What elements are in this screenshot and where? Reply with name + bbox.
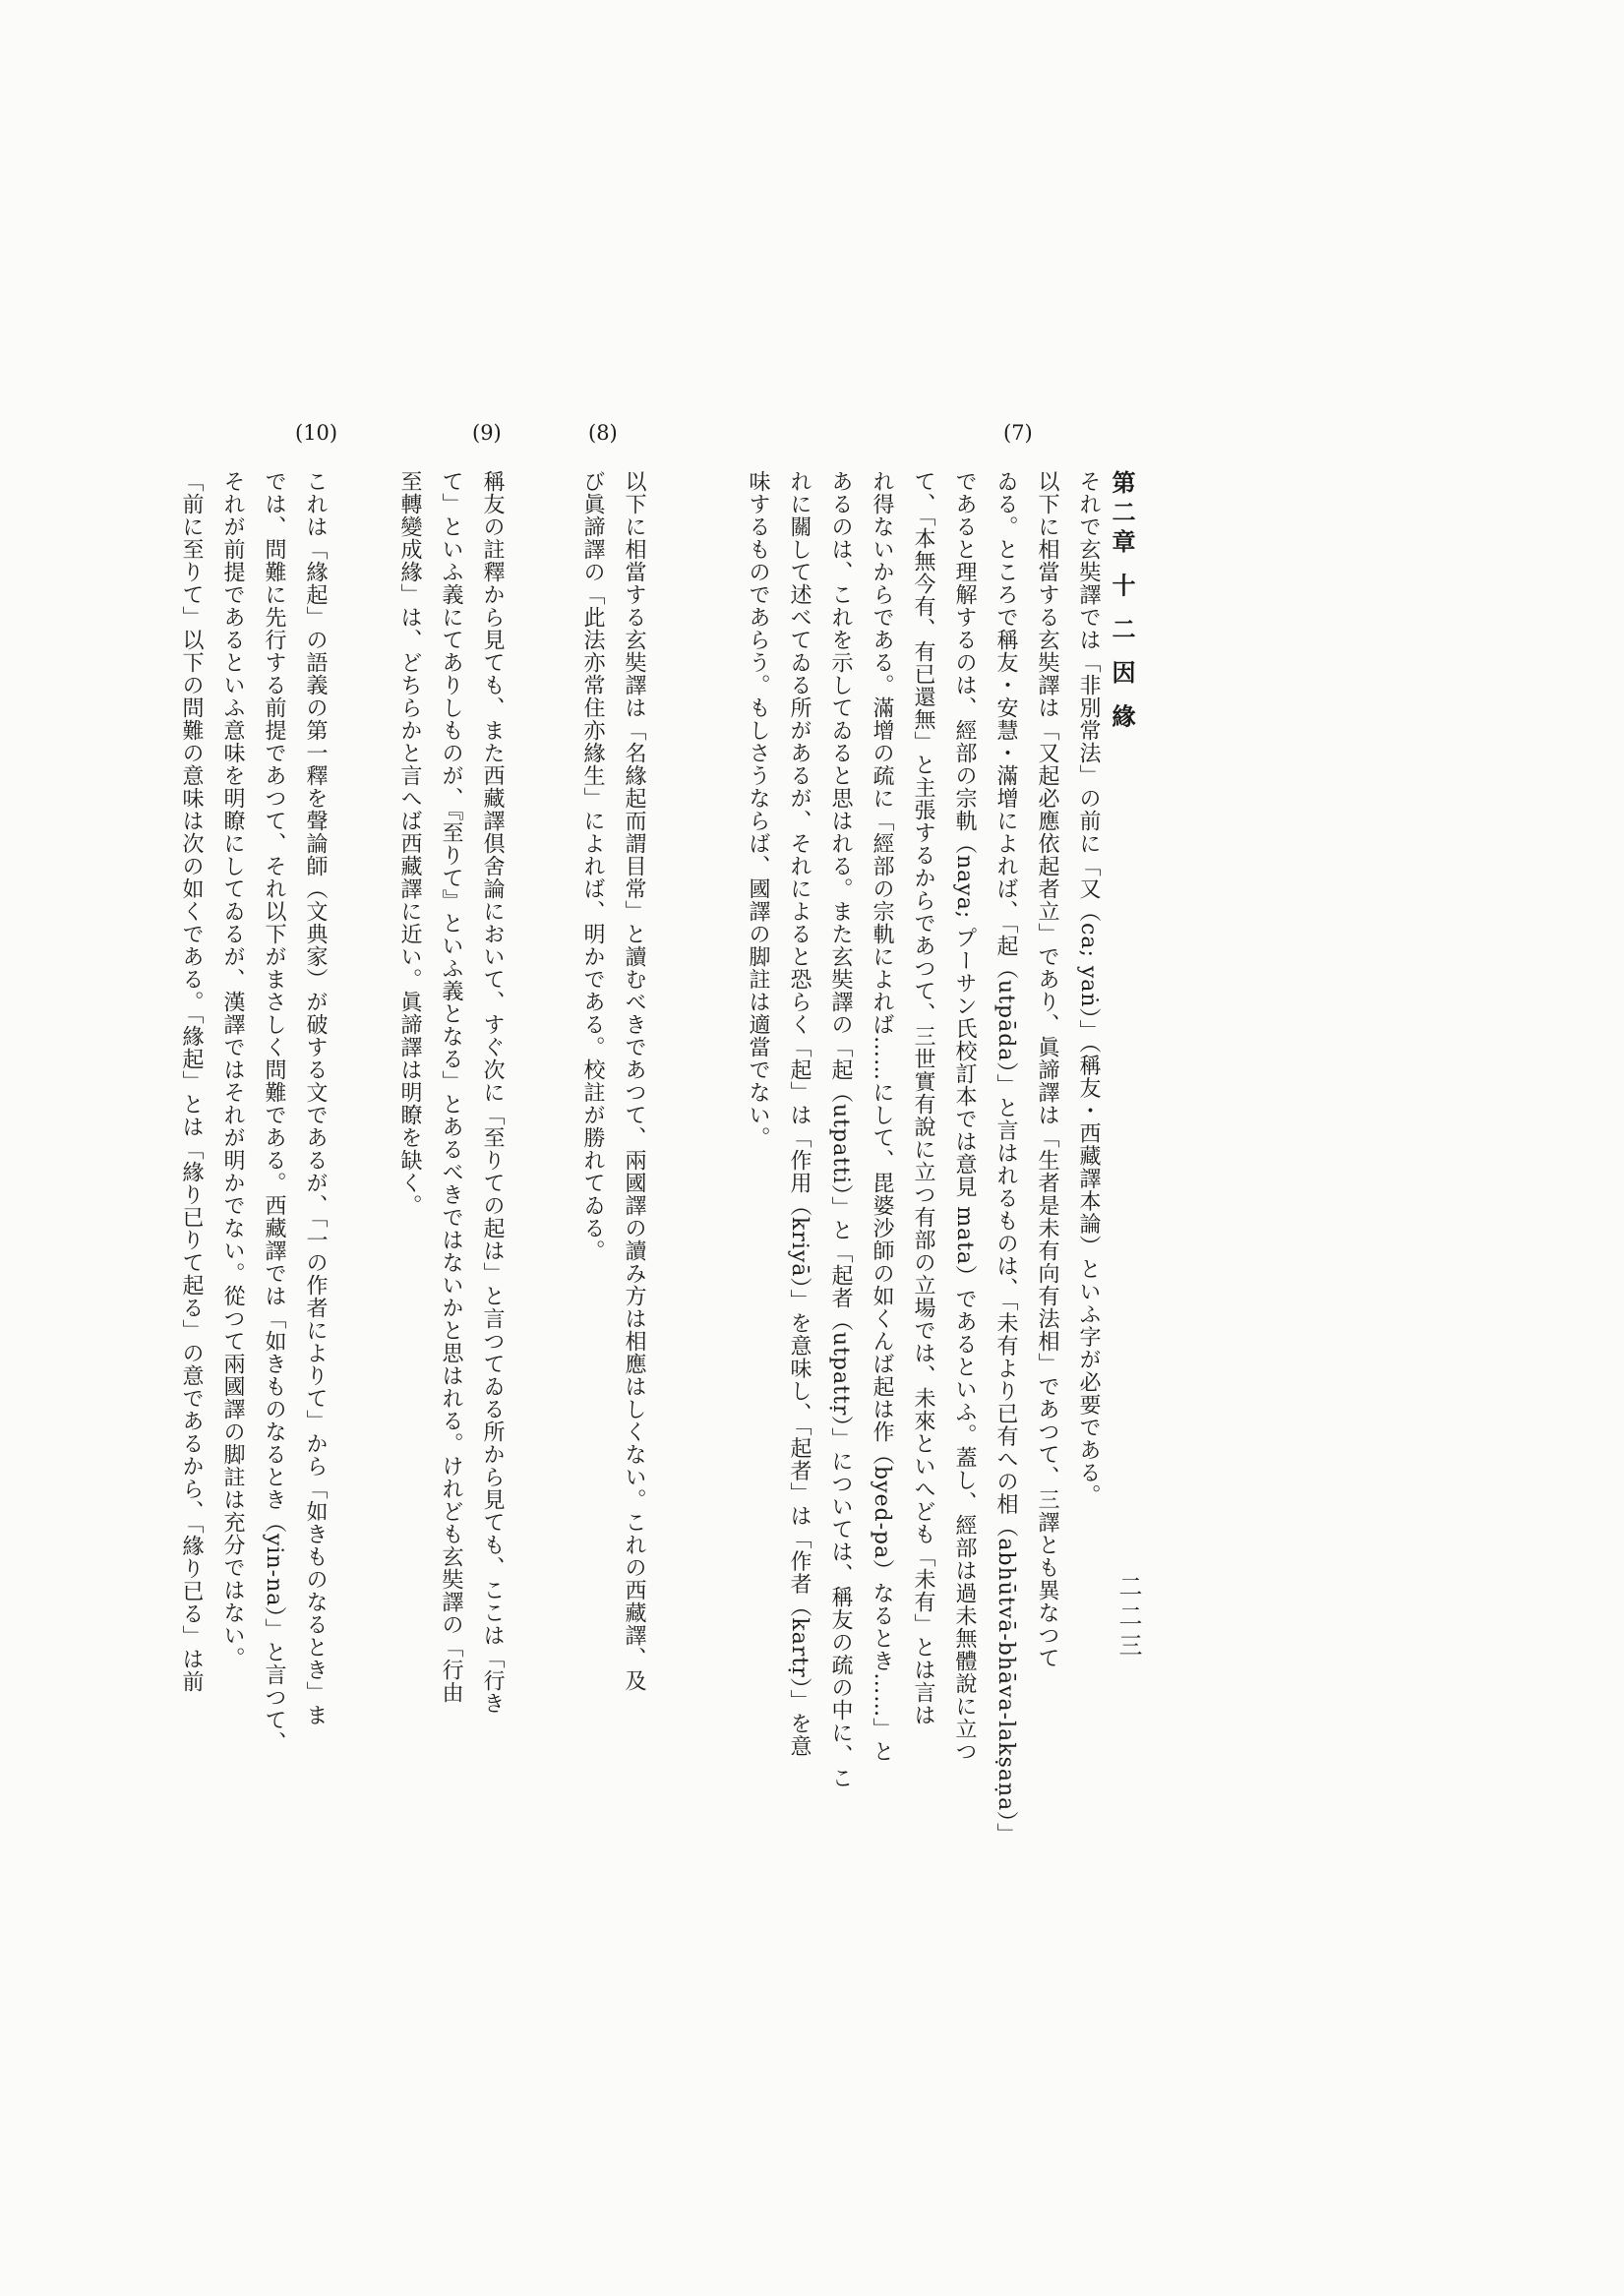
text-line-16: では、問難に先行する前提であつて、それ以下がまさしく問難である。西藏譯では「如きものなるとき（yin-na）」と言つて、 bbox=[262, 470, 286, 1755]
text-line-13: て」といふ義にてありしものが、『至りて』といふ義となる」とあるべきではないかと思はれる。けれども玄奘譯の「行由 bbox=[439, 470, 463, 1704]
footnote-marker-10: (10) bbox=[295, 421, 338, 445]
footnote-marker-7: (7) bbox=[1003, 421, 1033, 445]
text-line-4: であると理解するのは、經部の宗軌（naya; プーサン氏校訂本では意見 mata）であるといふ。蓋し、經部は過未無體說に立つ bbox=[952, 470, 977, 1764]
page-number: 二二三 bbox=[1114, 1574, 1142, 1662]
text-line-11: び眞諦譯の「此法亦常住亦緣生」によれば、明かである。校註が勝れてゐる。 bbox=[580, 470, 605, 1262]
footnote-marker-8: (8) bbox=[588, 421, 618, 445]
text-line-18: 「前に至りて」以下の問難の意味は次の如くである。「緣起」とは「緣り已りて起る」の意であるから、「緣り已る」は前 bbox=[179, 470, 204, 1693]
text-line-2: 以下に相當する玄奘譯は「又起必應依起者立」であり、眞諦譯は「生者是未有向有法相」であつて、三譯とも異なつて bbox=[1035, 470, 1059, 1669]
text-line-14: 至轉變成緣」は、どちらかと言へば西藏譯に近い。眞諦譯は明瞭を缺く。 bbox=[397, 470, 422, 1217]
text-line-1: それで玄奘譯では「非別常法」の前に「又（ca; yaṅ）」（稱友・西藏譯本論）といふ字が必要である。 bbox=[1076, 470, 1101, 1507]
text-line-9: 味するものであらう。もしさうならば、國譯の脚註は適當でない。 bbox=[746, 470, 770, 1149]
text-line-7: あるのは、これを示してゐると思はれる。また玄奘譯の「起（utpatti）」と「起者（utpattṛ）」については、稱友の疏の中に、こ bbox=[828, 470, 853, 1790]
text-line-3: ゐる。ところで稱友・安慧・滿增によれば、「起（utpāda）」と言はれるものは、「未有より已有への相（abhūtvā-bhāva-lakṣaṇa）」 bbox=[993, 470, 1018, 1846]
chapter-title: 第二章 十 二 因 緣 bbox=[1108, 470, 1136, 734]
text-line-10: 以下に相當する玄奘譯は「名緣起而謂目常」と讀むべきであつて、兩國譯の讀み方は相應はしくない。これの西藏譯、及 bbox=[622, 470, 646, 1692]
text-line-8: れに關して述べてゐる所があるが、それによると恐らく「起」は「作用（kriyā）」を意味し、「起者」は「作者（kartṛ）」を意 bbox=[787, 470, 812, 1758]
text-line-5: て、「本無今有、有已還無」と主張するからであつて、三世實有說に立つ有部の立場では、未來といへども「未有」とは言は bbox=[911, 470, 935, 1726]
text-line-17: それが前提であるといふ意味を明瞭にしてゐるが、漢譯ではそれが明かでない。從つて兩國譯の脚註は充分ではない。 bbox=[220, 470, 245, 1669]
footnote-marker-9: (9) bbox=[472, 421, 502, 445]
text-line-12: 稱友の註釋から見ても、また西藏譯倶舍論において、すぐ次に「至りての起は」と言つてゐる所から見ても、ここは「行き bbox=[480, 470, 505, 1715]
text-line-6: れ得ないからである。滿增の疏に「經部の宗軌によれば……にして、毘婆沙師の如くんば起は作（byed-pa）なるとき……」と bbox=[870, 470, 894, 1764]
text-line-15: これは「緣起」の語義の第一釋を聲論師（文典家）が破する文であるが、「一の作者によりて」から「如きものなるとき」ま bbox=[303, 470, 328, 1726]
